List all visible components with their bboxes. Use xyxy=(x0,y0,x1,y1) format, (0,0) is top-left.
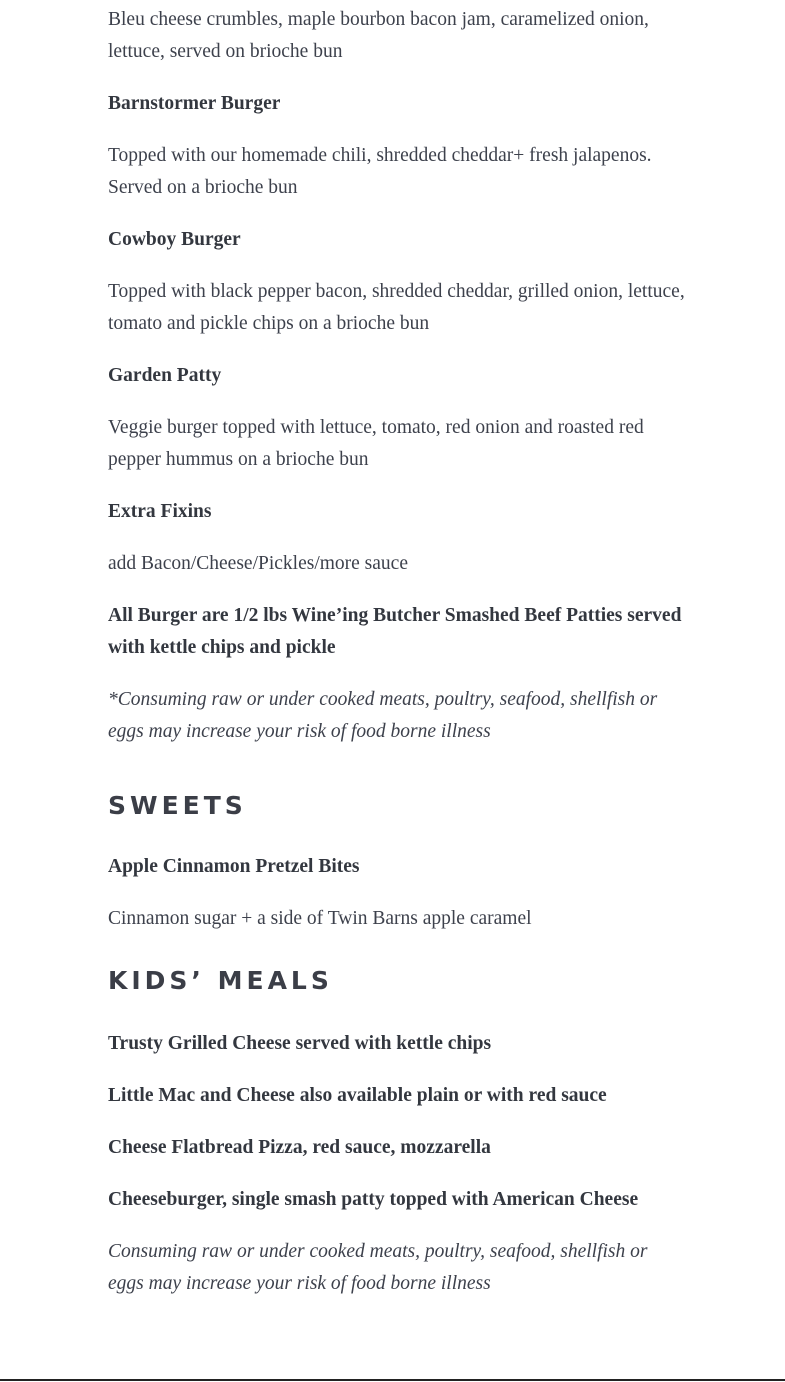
item-description: Topped with our homemade chili, shredded cheddar+ fresh jalapenos. Served on a brioche bun xyxy=(108,145,652,198)
item-description: Veggie burger topped with lettuce, tomato, red onion and roasted red pepper hummus on a brioche bun xyxy=(108,417,644,470)
food-safety-warning: *Consuming raw or under cooked meats, poultry, seafood, shellfish or eggs may increase your risk of food borne illness xyxy=(108,689,658,742)
item-name-extra-fixins: Extra Fixins xyxy=(108,501,212,522)
kids-item: Cheeseburger, single smash patty topped with American Cheese xyxy=(108,1189,639,1210)
kids-item: Little Mac and Cheese also available plain or with red sauce xyxy=(108,1085,607,1106)
item-description: add Bacon/Cheese/Pickles/more sauce xyxy=(108,553,408,574)
item-description: Topped with black pepper bacon, shredded cheddar, grilled onion, lettuce, tomato and pickle chips on a brioche bun xyxy=(108,281,685,334)
burger-footer-note: All Burger are 1/2 lbs Wine’ing Butcher Smashed Beef Patties served with kettle chips and pickle xyxy=(108,605,682,658)
menu-content xyxy=(108,4,688,1320)
item-name-apple-cinnamon-pretzel-bites: Apple Cinnamon Pretzel Bites xyxy=(108,856,360,877)
section-title-kids-meals: KIDS’ MEALS xyxy=(108,966,333,995)
bottom-divider xyxy=(0,1379,785,1381)
food-safety-warning: Consuming raw or under cooked meats, poultry, seafood, shellfish or eggs may increase your risk of food borne illness xyxy=(108,1241,648,1294)
section-title-sweets: SWEETS xyxy=(108,791,247,820)
item-description: Bleu cheese crumbles, maple bourbon bacon jam, caramelized onion, lettuce, served on brioche bun xyxy=(108,9,649,62)
item-description: Cinnamon sugar + a side of Twin Barns apple caramel xyxy=(108,908,532,929)
item-name-cowboy-burger: Cowboy Burger xyxy=(108,229,241,250)
item-name-barnstormer-burger: Barnstormer Burger xyxy=(108,93,281,114)
item-name-garden-patty: Garden Patty xyxy=(108,365,222,386)
kids-item: Cheese Flatbread Pizza, red sauce, mozzarella xyxy=(108,1137,491,1158)
kids-item: Trusty Grilled Cheese served with kettle chips xyxy=(108,1033,492,1054)
